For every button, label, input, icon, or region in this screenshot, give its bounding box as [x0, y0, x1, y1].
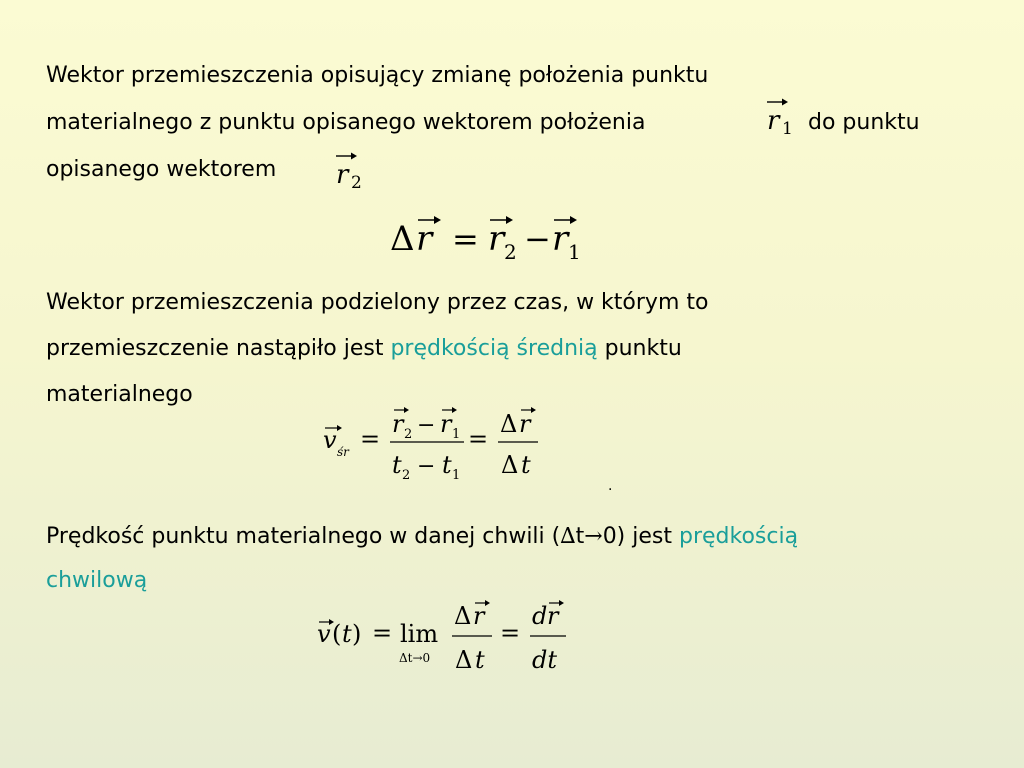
svg-text:=: =	[372, 619, 393, 647]
svg-text:r: r	[519, 410, 531, 438]
vector-r1-symbol	[760, 96, 800, 140]
svg-text:Δ: Δ	[454, 602, 472, 630]
svg-text:1: 1	[452, 427, 461, 442]
svg-text:r: r	[473, 602, 485, 630]
vector-r1-subscript: 1	[782, 119, 793, 139]
highlight-instant-velocity-2: chwilową	[46, 568, 148, 593]
svg-text:r: r	[488, 219, 505, 259]
svg-text:t: t	[521, 451, 531, 479]
avg-velocity-line-3: materialnego	[46, 382, 193, 407]
intro-line-1: Wektor przemieszczenia opisujący zmianę położenia punktu	[46, 63, 709, 88]
svg-text:=: =	[360, 425, 381, 453]
instant-velocity-equation	[312, 598, 572, 682]
svg-text:−: −	[524, 220, 551, 258]
svg-text:2: 2	[504, 240, 517, 264]
vector-r2-subscript: 2	[351, 173, 362, 193]
svg-text:1: 1	[452, 468, 461, 483]
vector-r2-letter: r	[336, 160, 349, 190]
svg-text:t: t	[475, 646, 485, 674]
svg-text:t: t	[392, 451, 402, 479]
svg-text:Δ: Δ	[500, 410, 518, 438]
svg-text:t: t	[342, 620, 352, 648]
svg-text:=: =	[468, 425, 489, 453]
lim-subscript: Δt→0	[399, 651, 431, 665]
avg-velocity-line-1: Wektor przemieszczenia podzielony przez czas, w którym to	[46, 290, 709, 315]
svg-text:r: r	[547, 602, 559, 630]
avg-velocity-line-2-after: punktu	[604, 336, 682, 361]
velocity-subscript-sr: śr	[337, 445, 349, 459]
highlight-average-velocity: prędkością średnią	[390, 336, 598, 361]
instant-velocity-line-1-after: 0) jest	[602, 524, 672, 549]
intro-line-3: opisanego wektorem	[46, 157, 277, 182]
avg-velocity-line-2-before: przemieszczenie nastąpiło jest	[46, 336, 384, 361]
vector-r1-letter: r	[767, 106, 780, 136]
svg-text:Δ: Δ	[455, 646, 473, 674]
svg-text:1: 1	[568, 240, 581, 264]
displacement-equation	[388, 212, 598, 272]
svg-text:=: =	[452, 220, 479, 258]
svg-text:v: v	[323, 426, 337, 454]
svg-text:): )	[352, 620, 362, 648]
svg-text:(: (	[332, 620, 342, 648]
svg-text:2: 2	[402, 468, 411, 483]
svg-text:r: r	[416, 219, 433, 259]
svg-text:Δ: Δ	[390, 219, 415, 259]
average-velocity-equation	[318, 402, 548, 486]
svg-text:=: =	[500, 619, 521, 647]
lim-label: lim	[400, 620, 439, 648]
intro-line-2-before: materialnego z punktu opisanego wektorem położenia	[46, 110, 646, 135]
arrow-symbol: →	[584, 524, 603, 549]
svg-text:Δ: Δ	[501, 451, 519, 479]
instant-velocity-line-1	[46, 524, 798, 550]
vector-r2-symbol	[329, 150, 369, 194]
svg-text:2: 2	[404, 427, 413, 442]
svg-text:−: −	[417, 413, 436, 438]
svg-text:t: t	[442, 451, 452, 479]
svg-text:−: −	[417, 454, 436, 479]
svg-text:r: r	[552, 219, 569, 259]
delta-symbol: ∆	[560, 524, 576, 549]
dot-mark: .	[608, 478, 613, 494]
avg-velocity-line-2	[46, 336, 682, 362]
svg-text:d: d	[532, 602, 548, 630]
intro-line-2-after: do punktu	[808, 110, 920, 135]
svg-text:v: v	[317, 620, 331, 648]
t-symbol: t	[575, 524, 585, 549]
svg-text:dt: dt	[532, 646, 558, 674]
instant-velocity-line-1-before: Prędkość punktu materialnego w danej chwili (	[46, 524, 561, 549]
svg-text:r: r	[440, 410, 452, 438]
highlight-instant-velocity-1: prędkością	[679, 524, 799, 549]
svg-text:r: r	[392, 410, 404, 438]
